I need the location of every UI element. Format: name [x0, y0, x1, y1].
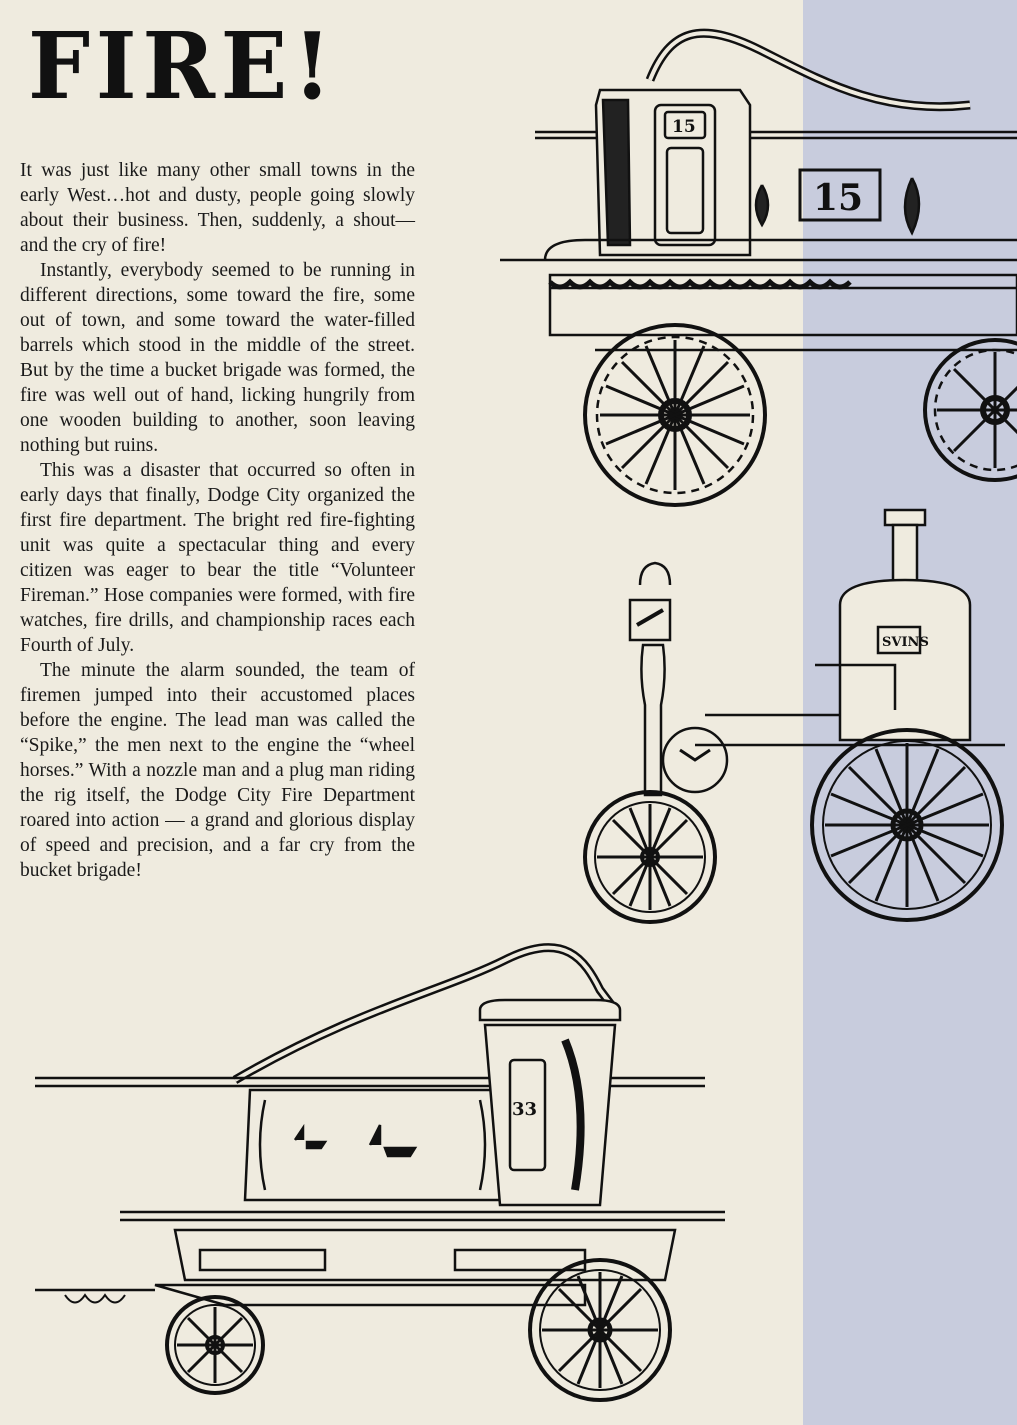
engine-number-large: 15: [813, 177, 864, 219]
page-title: FIRE!: [28, 12, 338, 120]
engine-number-small: 15: [672, 117, 696, 137]
engine-number-bottom: 33: [512, 1099, 538, 1120]
article-paragraph: The minute the alarm sounded, the team of firemen jumped into their accustomed places before the engine. The lead man was called the “Spike,” the men next to the engine the “wheel horses.” With a nozzle man and a plug man riding the rig itself, the Dodge City Fire Department roared into action — a grand and glorious display of speed and precision, and a far cry from the bucket brigade!: [20, 660, 415, 881]
hand-pumper-top-illustration: [500, 20, 1017, 500]
article-paragraph: Instantly, everybody seemed to be running in different directions, some toward the fire, some out of town, and some toward the water-filled barrels which stood in the middle of the street. But by the time a bucket brigade was formed, the fire was well out of hand, licking hungrily from one wooden building to another, soon leaving nothing but ruins.: [20, 260, 415, 456]
steam-engine-plate: SVINS: [882, 635, 929, 650]
article-body: [20, 158, 415, 883]
steam-engine-illustration: [575, 505, 1017, 925]
article-paragraph: This was a disaster that occurred so often in early days that finally, Dodge City organized the first fire department. The bright red fire-fighting unit was quite a spectacular thing and every citizen was eager to bear the title “Volunteer Fireman.” Hose companies were formed, with fire watches, fire drills, and championship races each Fourth of July.: [20, 460, 415, 656]
article-paragraph: It was just like many other small towns in the early West…hot and dusty, people going slowly about their business. Then, suddenly, a shout—and the cry of fire!: [20, 160, 415, 256]
hand-pumper-bottom-illustration: [25, 950, 805, 1415]
